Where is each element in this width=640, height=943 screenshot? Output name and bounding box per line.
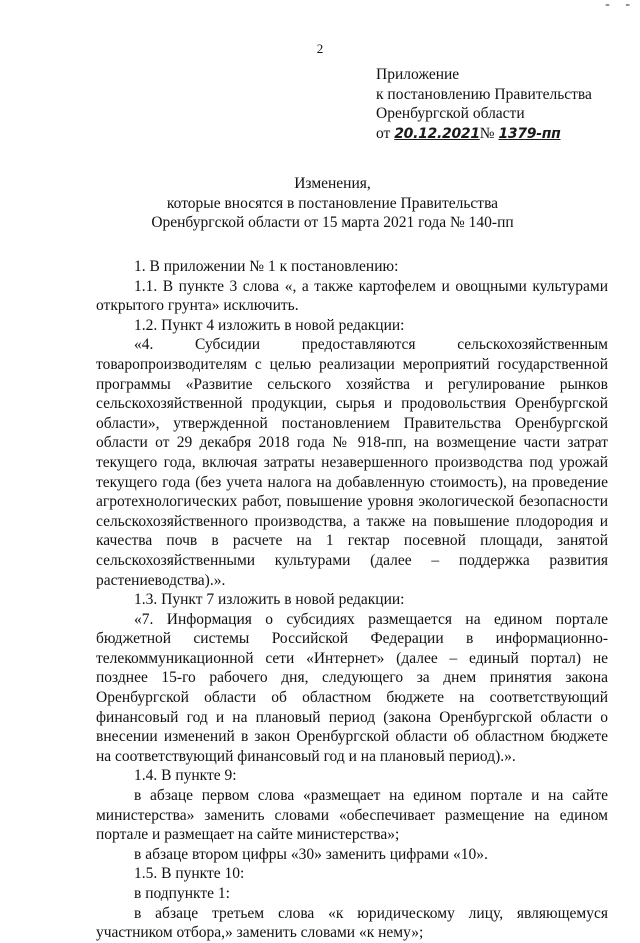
title-line-3: Оренбургской области от 15 марта 2021 года № 140-пп: [151, 214, 514, 231]
paragraph-1-3: 1.3. Пункт 7 изложить в новой редакции:: [134, 591, 405, 609]
paragraph-subpoint-1: в подпункте 1:: [134, 885, 230, 902]
date-prefix: от: [376, 124, 395, 142]
page-number: 2: [316, 41, 324, 56]
paragraph-1-2: 1.2. Пункт 4 изложить в новой редакции:: [134, 316, 405, 334]
handwritten-number: 1379-пп: [498, 125, 561, 142]
paragraph-1-4-first: в абзаце первом слова «размещает на едином портале и на сайте министерства» заменить словами «обеспечивает размещение на едином портале и размещает на сайте министерства»;: [96, 787, 608, 844]
appendix-date-line: [376, 124, 636, 145]
paragraph-1-4-second: в абзаце втором цифры «30» заменить цифрами «10».: [134, 845, 488, 863]
paragraph-1-5: 1.5. В пункте 10:: [134, 865, 245, 883]
appendix-region: Оренбургской области: [376, 105, 525, 122]
paragraph-point-7: «7. Информация о субсидиях размещается на едином портале бюджетной системы Российской Федерации в информационно-телекоммуникационной сети «Интернет» (далее – единый портал) не позднее 15-го рабочего дня, следующего за днем принятия закона Оренбургской области об областном бюджете на соответствующий финансовый год и на плановый период (закона Оренбургской области о внесении изменений в закон Оренбургской области об областном бюджете на соответствующий финансовый год и на плановый период).».: [96, 610, 608, 765]
paragraph-subpoint-1-third: в абзаце третьем слова «к юридическому лицу, являющемуся участником отбора,» заменить словами «к нему»;: [96, 904, 608, 942]
paragraph-1: 1. В приложении № 1 к постановлению:: [134, 258, 399, 275]
appendix-title: Приложение: [376, 66, 460, 83]
document-title: [60, 174, 605, 233]
paragraph-1-4: 1.4. В пункте 9:: [134, 767, 237, 785]
document-body: [96, 257, 608, 943]
appendix-reference: к постановлению Правительства: [376, 85, 592, 103]
page-corner-mark: - -: [605, 0, 636, 12]
title-line-1: Изменения,: [294, 175, 371, 192]
title-line-2: которые вносятся в постановление Правительства: [166, 194, 499, 212]
paragraph-1-1: 1.1. В пункте 3 слова «, а также картофелем и овощными культурами открытого грунта» исключить.: [96, 277, 608, 315]
appendix-header: [376, 65, 636, 144]
handwritten-date: 20.12.2021: [394, 125, 480, 142]
number-prefix: №: [479, 124, 499, 142]
paragraph-point-4: «4. Субсидии предоставляются сельскохозяйственным товаропроизводителям с целью реализации мероприятий государственной программы «Развитие сельского хозяйства и регулирование рынков сельскохозяйственной продукции, сырья и продовольствия Оренбургской области», утвержденной постановлением Правительства Оренбургской области от 29 декабря 2018 года № 918-пп, на возмещение части затрат текущего года, включая затраты незавершенного производства под урожай текущего года (без учета налога на добавленную стоимость), на проведение агротехнологических работ, повышение уровня экологической безопасности сельскохозяйственного производства, а также на повышение плодородия и качества почв в расчете на 1 гектар посевной площади, занятой сельскохозяйственными культурами (далее – поддержка развития растениеводства).».: [96, 336, 608, 589]
